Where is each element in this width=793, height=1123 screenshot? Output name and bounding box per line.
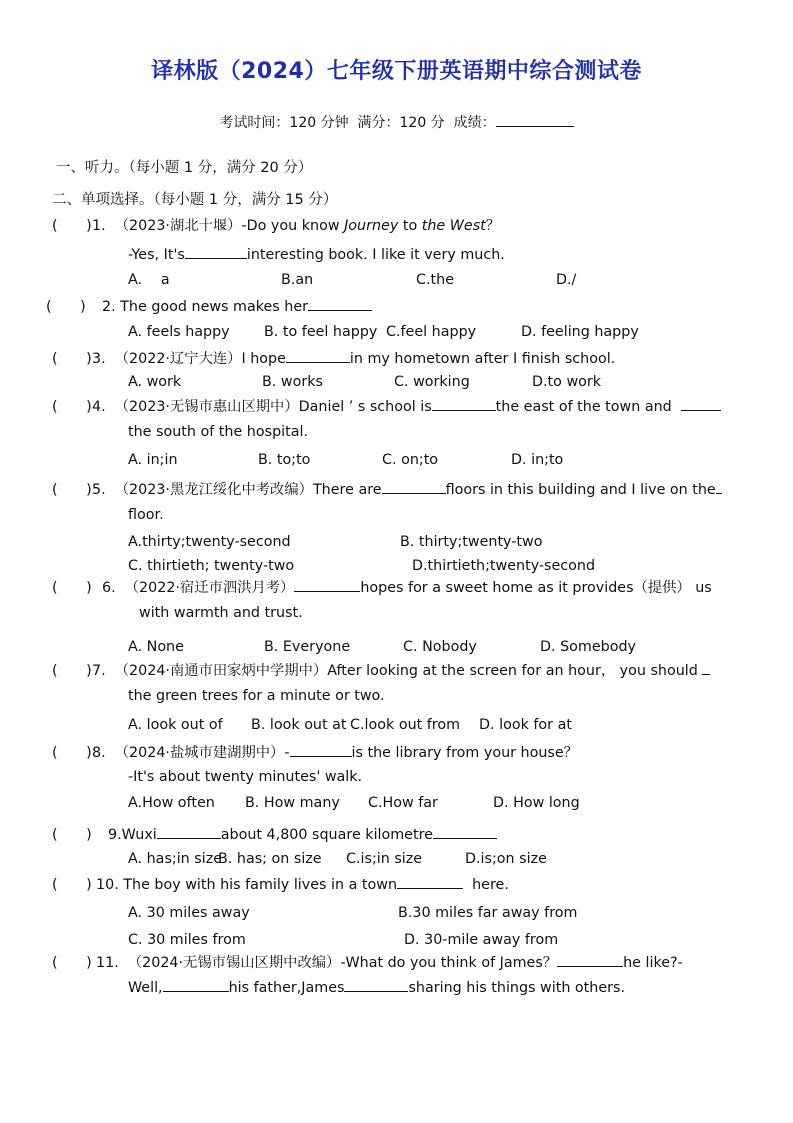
- question-5: ( )5. （2023·黑龙江绥化中考改编）There are floors in this building and I live on the: [52, 480, 722, 499]
- option-d[interactable]: D. in;to: [511, 452, 564, 468]
- answer-paren[interactable]: ( ): [52, 877, 92, 893]
- answer-paren[interactable]: ( ): [52, 218, 92, 234]
- answer-paren[interactable]: ( ): [52, 482, 92, 498]
- option-a[interactable]: A. has;in size: [128, 851, 223, 867]
- question-9: ( ) 9.Wuxi about 4,800 square kilometre: [52, 825, 497, 844]
- option-b[interactable]: B. How many: [245, 795, 340, 811]
- option-c[interactable]: C.How far: [368, 795, 438, 811]
- answer-paren[interactable]: ( ): [52, 955, 92, 971]
- score-blank[interactable]: [496, 114, 574, 127]
- section-single-choice: 二、单项选择。（每小题 1 分，满分 15 分）: [52, 192, 338, 208]
- answer-blank[interactable]: [382, 480, 446, 494]
- full-score: 120 分: [399, 115, 445, 131]
- answer-blank[interactable]: [185, 245, 247, 259]
- option-b[interactable]: B. thirty;twenty-two: [400, 534, 543, 550]
- time-label: 考试时间：: [219, 115, 290, 131]
- answer-paren[interactable]: ( ): [52, 351, 92, 367]
- option-b[interactable]: B.30 miles far away from: [398, 905, 578, 921]
- question-8-line2: -It's about twenty minutes' walk.: [128, 769, 363, 785]
- option-c[interactable]: C. Nobody: [403, 639, 477, 655]
- question-1: ( )1. （2023·湖北十堰）-Do you know Journey to the West？: [52, 218, 501, 234]
- option-b[interactable]: B. look out at: [251, 717, 347, 733]
- answer-paren[interactable]: ( ): [52, 745, 92, 761]
- question-6-line2: with warmth and trust.: [139, 605, 303, 621]
- option-c[interactable]: C.look out from: [350, 717, 461, 733]
- option-c[interactable]: C.the: [416, 272, 454, 288]
- exam-time: 120 分钟: [289, 115, 349, 131]
- option-a[interactable]: A. a: [128, 272, 170, 288]
- question-10: ( ) 10. The boy with his family lives in a town here.: [52, 877, 509, 893]
- option-b[interactable]: B. to feel happy: [264, 324, 378, 340]
- option-c[interactable]: C. thirtieth; twenty-two: [128, 558, 295, 574]
- option-d[interactable]: D. feeling happy: [521, 324, 639, 340]
- question-11-line2: Well, his father,James sharing his things with others.: [128, 980, 626, 996]
- option-c[interactable]: C.feel happy: [386, 324, 477, 340]
- page-title: 译林版（2024）七年级下册英语期中综合测试卷: [151, 59, 642, 84]
- answer-blank[interactable]: [308, 297, 372, 311]
- option-c[interactable]: C.is;in size: [346, 851, 423, 867]
- answer-blank[interactable]: [344, 978, 408, 992]
- option-d[interactable]: D./: [556, 272, 577, 288]
- option-a[interactable]: A. None: [128, 639, 184, 655]
- option-d[interactable]: D.to work: [532, 374, 602, 390]
- option-d[interactable]: D. How long: [493, 795, 580, 811]
- option-d[interactable]: D. Somebody: [540, 639, 637, 655]
- answer-paren[interactable]: ( ): [52, 399, 92, 415]
- section-listening: 一、听力。（每小题 1 分，满分 20 分）: [56, 160, 313, 176]
- answer-paren[interactable]: ( ): [52, 580, 92, 596]
- answer-paren[interactable]: ( ): [46, 299, 86, 315]
- answer-blank[interactable]: [433, 825, 497, 839]
- answer-blank[interactable]: [397, 875, 463, 889]
- answer-blank[interactable]: [557, 953, 623, 967]
- option-b[interactable]: B. works: [262, 374, 323, 390]
- answer-blank[interactable]: [716, 480, 722, 494]
- score-label: 成绩：: [453, 115, 496, 131]
- question-11: ( ) 11. （2024·无锡市锡山区期中改编）-What do you think of James？ he like?-: [52, 955, 683, 971]
- option-a[interactable]: A. in;in: [128, 452, 178, 468]
- option-d[interactable]: D.is;on size: [465, 851, 547, 867]
- question-5-line2: floor.: [128, 507, 164, 523]
- option-a[interactable]: A. work: [128, 374, 182, 390]
- option-b[interactable]: B. has; on size: [218, 851, 322, 867]
- answer-paren[interactable]: ( ): [52, 663, 92, 679]
- question-3: ( )3. （2022·辽宁大连）I hope in my hometown after I finish school.: [52, 351, 616, 367]
- option-c[interactable]: C. working: [394, 374, 470, 390]
- option-b[interactable]: B. Everyone: [264, 639, 351, 655]
- question-8: ( )8. （2024·盐城市建湖期中）- is the library from your house？: [52, 745, 578, 761]
- option-d[interactable]: D. look for at: [479, 717, 572, 733]
- option-a[interactable]: A.thirty;twenty-second: [128, 534, 291, 550]
- exam-info: [0, 112, 793, 132]
- answer-blank[interactable]: [702, 661, 710, 675]
- option-d[interactable]: D.thirtieth;twenty-second: [412, 558, 596, 574]
- option-d[interactable]: D. 30-mile away from: [404, 932, 559, 948]
- answer-paren[interactable]: ( ): [52, 827, 92, 843]
- full-score-label: 满分：: [357, 115, 400, 131]
- question-6: ( ) 6. （2022·宿迁市泗洪月考） hopes for a sweet home as it provides（提供） us: [52, 580, 712, 596]
- option-a[interactable]: A. feels happy: [128, 324, 230, 340]
- question-4: ( )4. （2023·无锡市惠山区期中）Daniel ’ s school is the east of the town and: [52, 397, 721, 416]
- question-7: ( )7. （2024·南通市田家炳中学期中）After looking at the screen for an hour， you should: [52, 661, 710, 680]
- question-2: ( ) 2. The good news makes her: [46, 297, 372, 316]
- answer-blank[interactable]: [286, 349, 350, 363]
- answer-blank[interactable]: [294, 578, 360, 592]
- option-c[interactable]: C. on;to: [382, 452, 439, 468]
- answer-blank[interactable]: [163, 978, 229, 992]
- question-1-line2: -Yes, It's interesting book. I like it very much.: [128, 247, 505, 263]
- answer-blank[interactable]: [432, 397, 496, 411]
- option-a[interactable]: A. 30 miles away: [128, 905, 250, 921]
- question-4-line2: the south of the hospital.: [128, 424, 308, 440]
- option-c[interactable]: C. 30 miles from: [128, 932, 246, 948]
- answer-blank[interactable]: [681, 397, 721, 411]
- option-a[interactable]: A. look out of: [128, 717, 223, 733]
- option-b[interactable]: B. to;to: [258, 452, 311, 468]
- option-b[interactable]: B.an: [281, 272, 314, 288]
- answer-blank[interactable]: [157, 825, 221, 839]
- question-7-line2: the green trees for a minute or two.: [128, 688, 385, 704]
- answer-blank[interactable]: [290, 743, 352, 757]
- option-a[interactable]: A.How often: [128, 795, 215, 811]
